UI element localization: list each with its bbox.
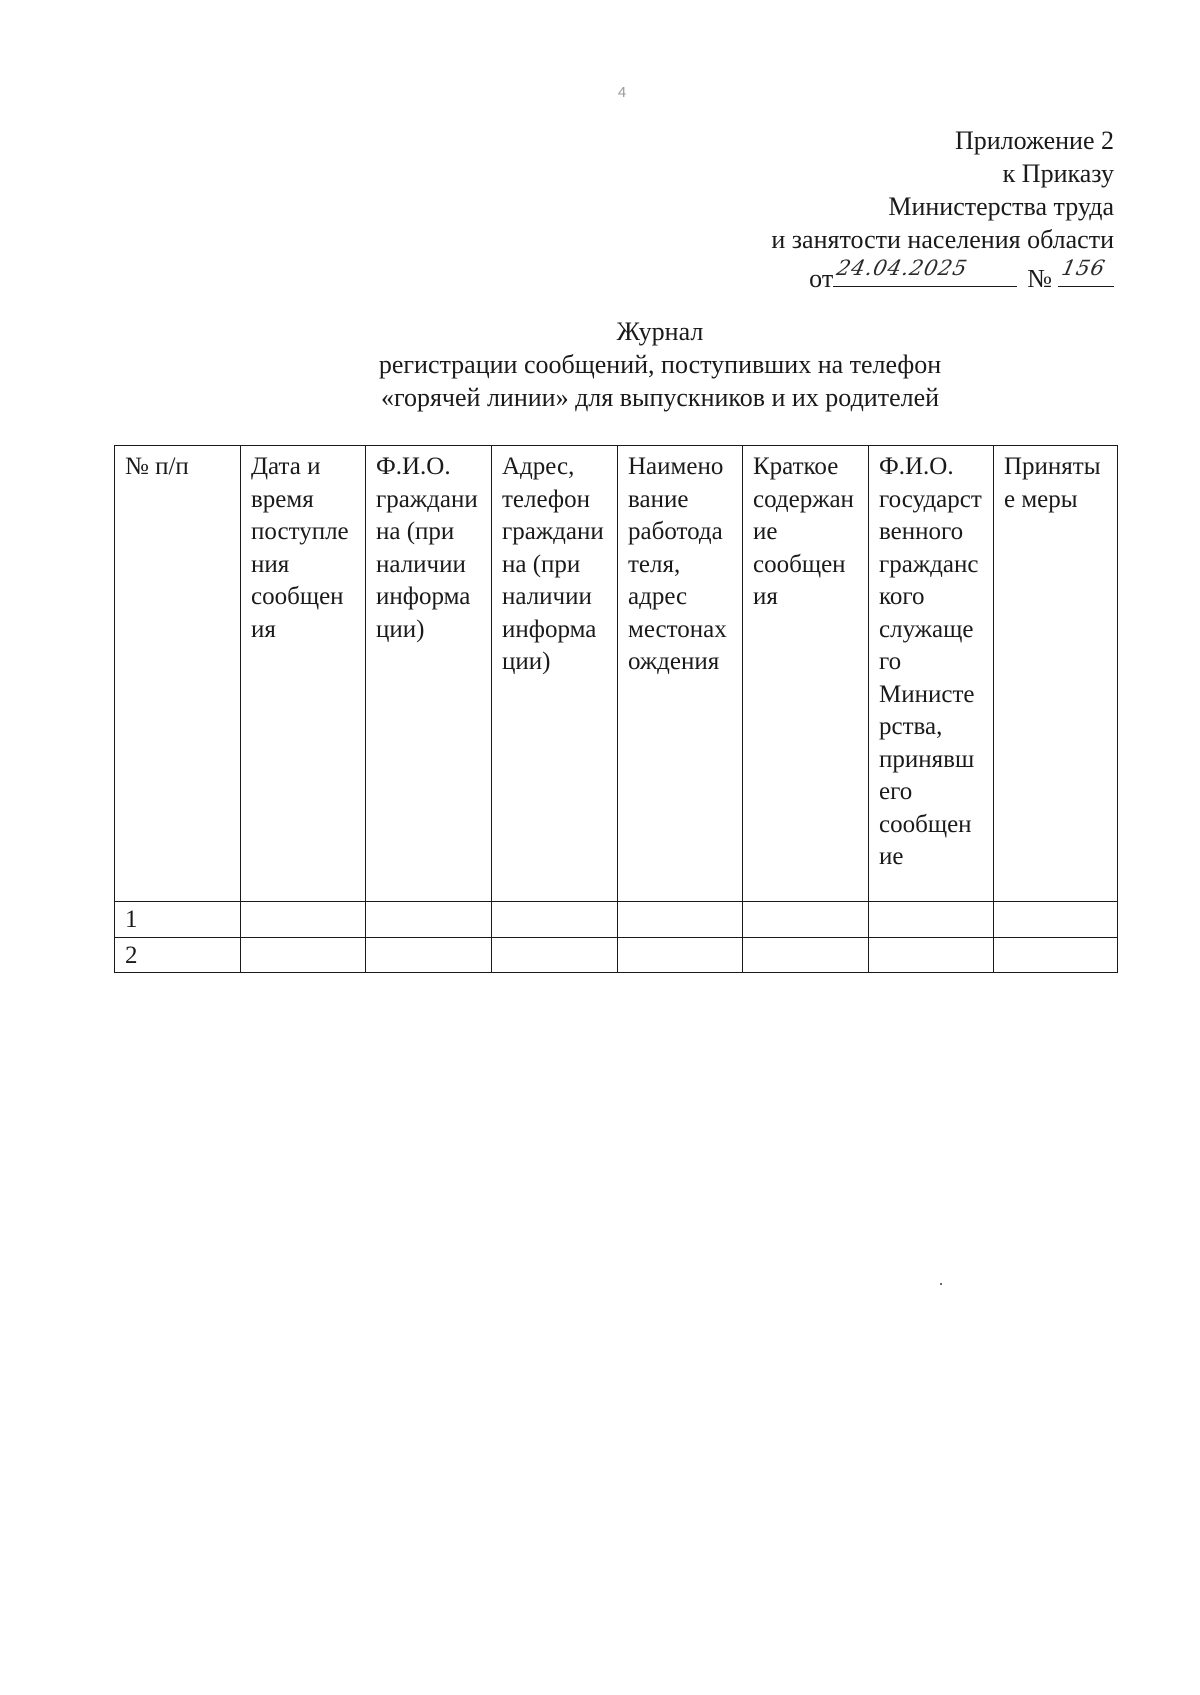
- table-row: [115, 902, 1118, 938]
- header-cell-measures: Принятые меры: [994, 446, 1118, 902]
- header-cell-employer: Наименование работодателя, адрес местонахождения: [618, 446, 743, 902]
- number-prefix: №: [1027, 264, 1052, 293]
- journal-table: [114, 445, 1118, 973]
- appendix-block: [594, 124, 1114, 295]
- table-cell: [994, 902, 1118, 938]
- table-cell: 2: [115, 937, 241, 973]
- appendix-line-3: Министерства труда: [888, 192, 1114, 221]
- table-cell: [618, 937, 743, 973]
- table-cell: [366, 937, 492, 973]
- scan-speck: [940, 1283, 942, 1285]
- table-cell: [994, 937, 1118, 973]
- table-cell: [869, 902, 994, 938]
- table-cell: [618, 902, 743, 938]
- table-cell: 1: [115, 902, 241, 938]
- order-date-field: [833, 256, 1017, 287]
- table-cell: [241, 902, 366, 938]
- order-number-handwritten: 156: [1059, 256, 1108, 280]
- order-date-handwritten: 24.04.2025: [834, 256, 971, 280]
- header-cell-citizen-name: Ф.И.О. гражданина (при наличии информации): [366, 446, 492, 902]
- header-cell-number: № п/п: [115, 446, 241, 902]
- title-line-2: регистрации сообщений, поступивших на телефон: [378, 350, 942, 379]
- table-cell: [869, 937, 994, 973]
- table-header-row: [115, 446, 1118, 902]
- date-prefix: от: [809, 264, 834, 293]
- table-cell: [743, 902, 869, 938]
- header-cell-citizen-address: Адрес, телефон гражданина (при наличии информации): [492, 446, 618, 902]
- appendix-line-1: Приложение 2: [954, 126, 1114, 155]
- table-cell: [366, 902, 492, 938]
- page-number: 4: [617, 84, 627, 101]
- appendix-line-2: к Приказу: [1002, 159, 1114, 188]
- table-row: [115, 937, 1118, 973]
- header-cell-official-name: Ф.И.О. государственного гражданского служащего Министерства, принявшего сообщение: [869, 446, 994, 902]
- table-cell: [492, 937, 618, 973]
- header-cell-summary: Краткое содержание сообщения: [743, 446, 869, 902]
- table-cell: [743, 937, 869, 973]
- order-date-number-line: [594, 256, 1114, 295]
- header-cell-datetime: Дата и время поступления сообщения: [241, 446, 366, 902]
- table-cell: [241, 937, 366, 973]
- journal-title: [300, 315, 1020, 414]
- title-line-3: «горячей линии» для выпускников и их родителей: [380, 383, 940, 412]
- table-cell: [492, 902, 618, 938]
- title-line-1: Журнал: [616, 317, 704, 346]
- appendix-line-4: и занятости населения области: [771, 225, 1114, 254]
- order-number-field: [1058, 256, 1114, 287]
